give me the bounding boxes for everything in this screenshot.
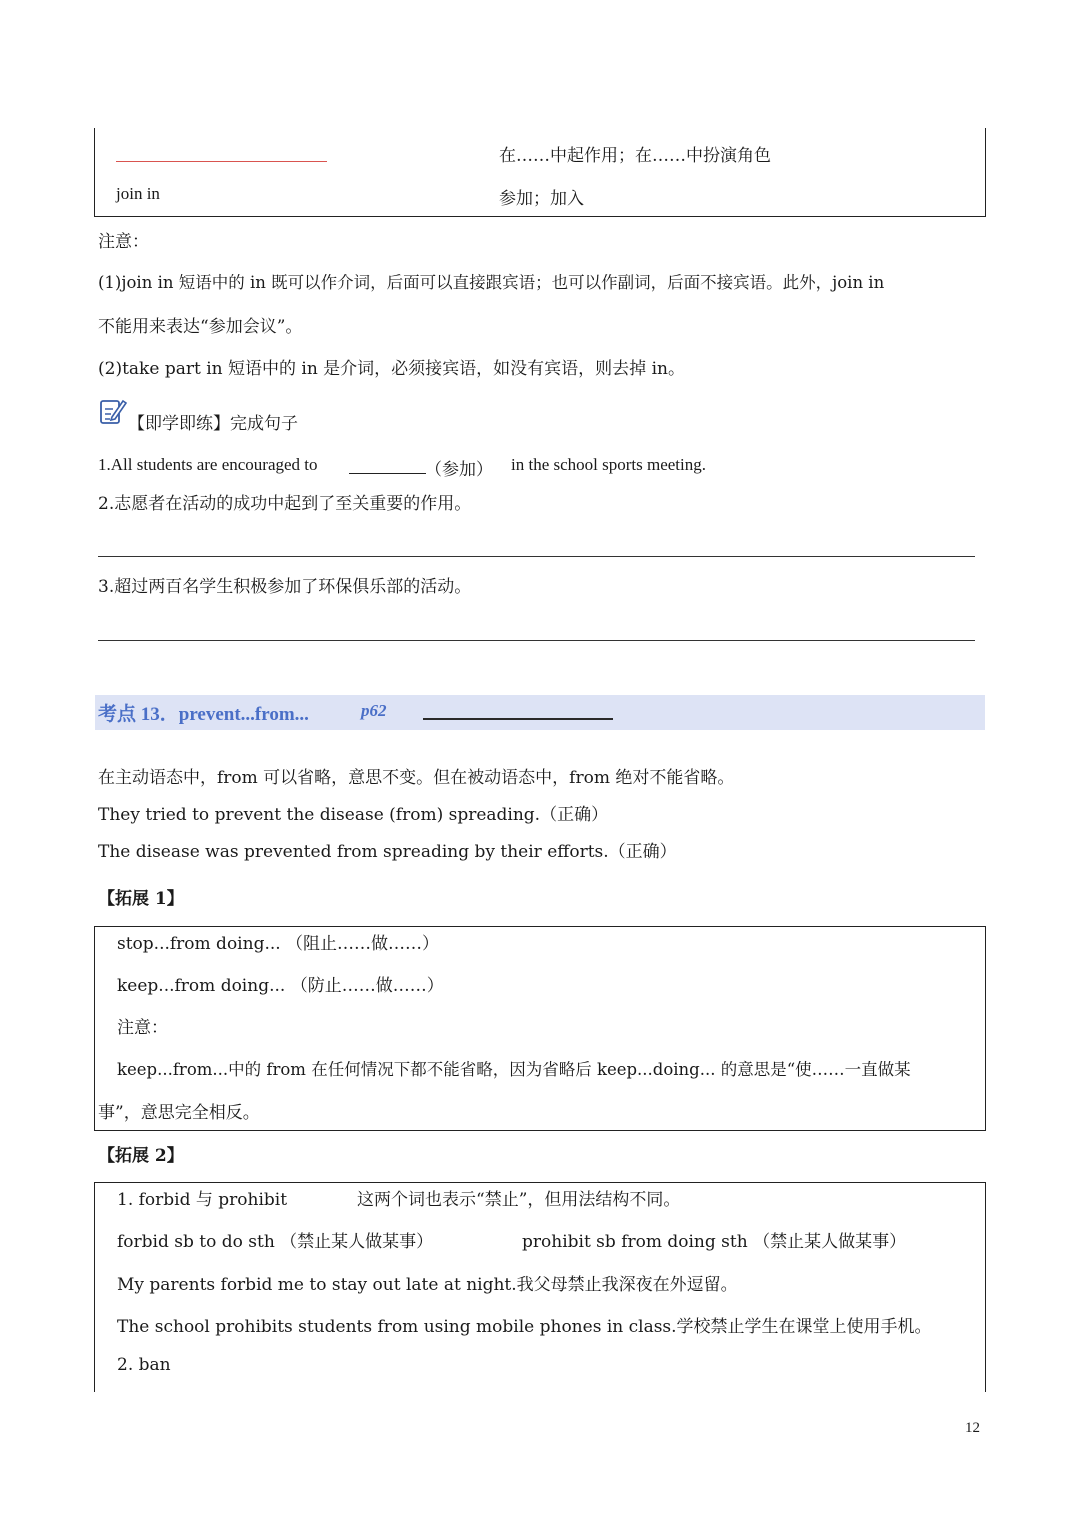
extension-1-line: stop...from doing... （阻止……做……）: [117, 934, 440, 954]
answer-line-3: [98, 640, 975, 641]
question-2: 2.志愿者在活动的成功中起到了至关重要的作用。: [98, 494, 472, 514]
answer-line-2: [98, 556, 975, 557]
table-row-meaning: 参加；加入: [499, 189, 584, 209]
extension-1-note: keep...from...中的 from 在任何情况下都不能省略，因为省略后 keep...doing... 的意思是“使……一直做某: [117, 1060, 911, 1079]
extension-1-note-title: 注意：: [117, 1018, 168, 1038]
extension-1-title: 【拓展 1】: [98, 889, 184, 909]
example-sentence-1: They tried to prevent the disease (from) spreading.（正确）: [98, 805, 609, 825]
notes-paragraph-1: (1)join in 短语中的 in 既可以作介词，后面可以直接跟宾语；也可以作副词，后面不接宾语。此外，join in: [98, 273, 885, 292]
table-row-meaning: 在……中起作用；在……中扮演角色: [499, 146, 771, 166]
extension-2-item-2: 2. ban: [117, 1355, 171, 1375]
practice-title: 【即学即练】完成句子: [128, 414, 298, 434]
extension-1-note-cont: 事”，意思完全相反。: [98, 1103, 260, 1123]
example-forbid: My parents forbid me to stay out late at night.我父母禁止我深夜在外逗留。: [117, 1275, 738, 1295]
extension-2-title: 【拓展 2】: [98, 1146, 184, 1166]
section-title: 考点 13．prevent...from...: [98, 704, 309, 725]
notes-paragraph-2: (2)take part in 短语中的 in 是介词，必须接宾语，如没有宾语，则去掉 in。: [98, 359, 685, 379]
page-number: 12: [965, 1420, 980, 1436]
example-prohibit: The school prohibits students from using mobile phones in class.学校禁止学生在课堂上使用手机。: [117, 1317, 932, 1337]
section-blank-line: [423, 718, 613, 720]
section-page-ref: p62: [361, 701, 387, 720]
table-row-phrase: join in: [116, 184, 160, 203]
question-1-blank: [349, 473, 426, 474]
section-intro: 在主动语态中，from 可以省略，意思不变。但在被动语态中，from 绝对不能省略。: [98, 768, 735, 788]
usage-prohibit: prohibit sb from doing sth （禁止某人做某事）: [522, 1232, 907, 1252]
example-sentence-2: The disease was prevented from spreading by their efforts.（正确）: [98, 842, 677, 862]
section-header: [95, 695, 985, 730]
notes-paragraph-1-cont: 不能用来表达“参加会议”。: [98, 317, 303, 337]
extension-2-item-1: 1. forbid 与 prohibit: [117, 1190, 288, 1210]
notes-title: 注意：: [98, 232, 149, 252]
question-1-hint: （参加）: [425, 460, 493, 480]
note-edit-icon: [99, 397, 127, 432]
extension-1-line: keep...from doing... （防止……做……）: [117, 976, 444, 996]
answer-blank-line: [116, 161, 327, 162]
question-1-prefix: 1.All students are encouraged to: [98, 455, 318, 474]
extension-2-item-1-desc: 这两个词也表示“禁止”，但用法结构不同。: [357, 1190, 681, 1210]
question-3: 3.超过两百名学生积极参加了环保俱乐部的活动。: [98, 577, 472, 597]
usage-forbid: forbid sb to do sth （禁止某人做某事）: [117, 1232, 434, 1252]
question-1-suffix: in the school sports meeting.: [511, 455, 707, 474]
